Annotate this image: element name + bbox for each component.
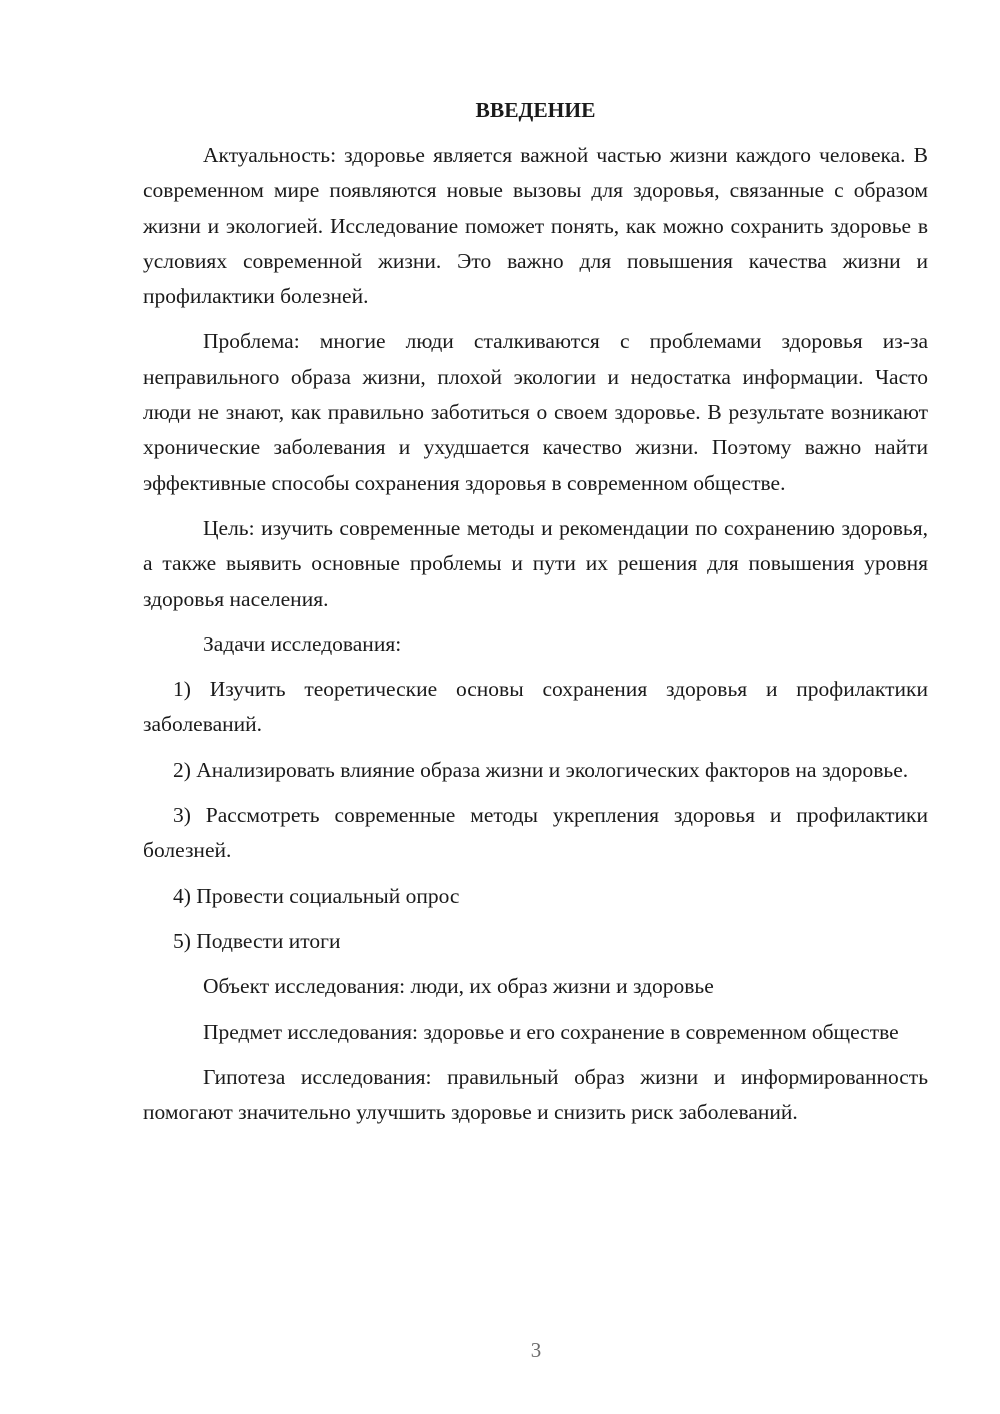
task-item: 3) Рассмотреть современные методы укрепления здоровья и профилактики болезней. <box>143 803 928 863</box>
paragraph-hypothesis: Гипотеза исследования: правильный образ жизни и информированность помогают значительно улучшить здоровье и снизить риск заболеваний. <box>143 1064 928 1125</box>
task-item: 2) Анализировать влияние образа жизни и экологических факторов на здоровье. <box>173 757 909 782</box>
page-content <box>143 95 928 1130</box>
tasks-heading: Задачи исследования: <box>203 631 402 656</box>
paragraph-relevance: Актуальность: здоровье является важной частью жизни каждого человека. В современном мире появляются новые вызовы для здоровья, связанные с образом жизни и экологией. Исследование поможет понять, как можно сохранить здоровье в условиях современной жизни. Это важно для повышения качества жизни и профилактики болезней. <box>143 143 928 309</box>
task-item: 5) Подвести итоги <box>173 928 341 953</box>
paragraph-subject: Предмет исследования: здоровье и его сохранение в современном обществе <box>203 1019 899 1044</box>
page-number: 3 <box>530 1338 542 1362</box>
page-title: ВВЕДЕНИЕ <box>475 98 596 122</box>
task-item: 4) Провести социальный опрос <box>173 883 460 908</box>
paragraph-object: Объект исследования: люди, их образ жизни и здоровье <box>203 974 714 999</box>
task-item: 1) Изучить теоретические основы сохранения здоровья и профилактики заболеваний. <box>143 677 928 737</box>
paragraph-problem: Проблема: многие люди сталкиваются с проблемами здоровья из-за неправильного образа жизни, плохой экологии и недостатка информации. Часто люди не знают, как правильно заботиться о своем здоровье. В результате возникают хронические заболевания и ухудшается качество жизни. Поэтому важно найти эффективные способы сохранения здоровья в современном обществе. <box>143 329 928 495</box>
paragraph-goal: Цель: изучить современные методы и рекомендации по сохранению здоровья, а также выявить основные проблемы и пути их решения для повышения уровня здоровья населения. <box>143 515 928 611</box>
